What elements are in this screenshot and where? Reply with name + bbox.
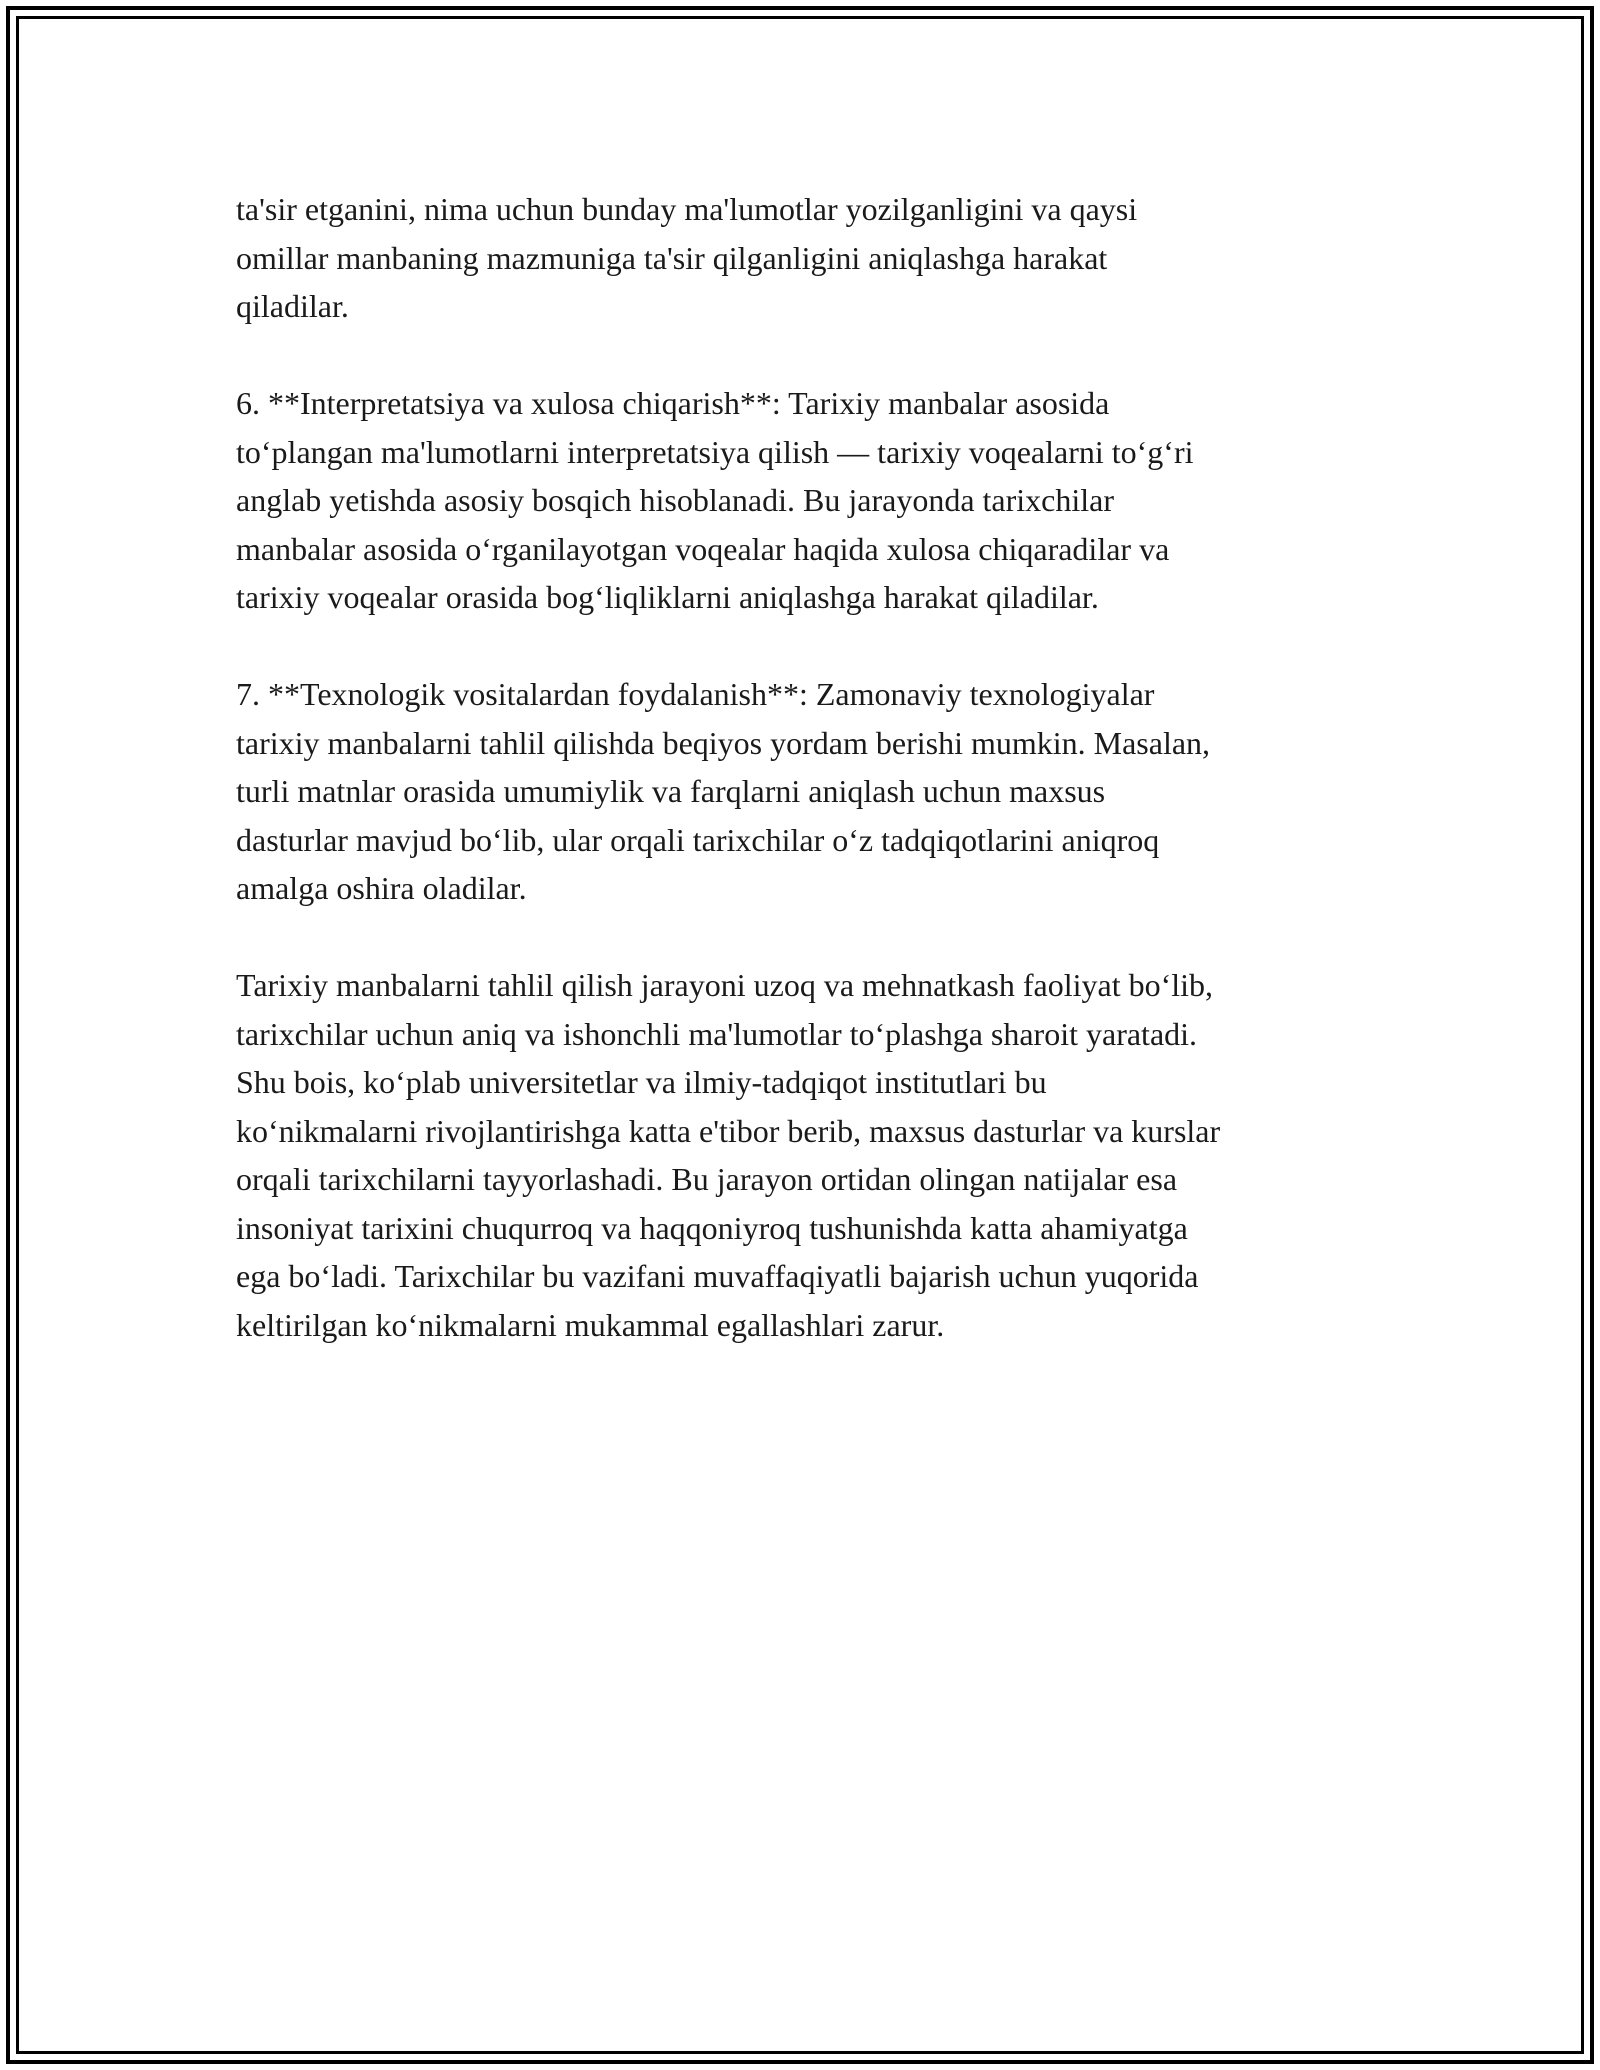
document-body (236, 185, 1386, 1398)
paragraph-item-7: 7. **Texnologik vositalardan foydalanish**: Zamonaviy texnologiyalar tarixiy manbalarni tahlil qilishda beqiyos yordam berishi mumkin. Masalan, turli matnlar orasida umumiylik va farqlarni aniqlash uchun maxsus dasturlar mavjud bo‘lib, ular orqali tarixchilar o‘z tadqiqotlarini aniqroq amalga oshira oladilar. (236, 676, 1211, 906)
paragraph-continuation: ta'sir etganini, nima uchun bunday ma'lumotlar yozilganligini va qaysi omillar manbaning mazmuniga ta'sir qilganligini aniqlashga harakat qiladilar. (236, 191, 1138, 324)
paragraph-item-6: 6. **Interpretatsiya va xulosa chiqarish**: Tarixiy manbalar asosida to‘plangan ma'lumotlarni interpretatsiya qilish — tarixiy voqealarni to‘g‘ri anglab yetishda asosiy bosqich hisoblanadi. Bu jarayonda tarixchilar manbalar asosida o‘rganilayotgan voqealar haqida xulosa chiqaradilar va tarixiy voqealar orasida bog‘liqliklarni aniqlashga harakat qiladilar. (236, 385, 1194, 615)
paragraph-conclusion: Tarixiy manbalarni tahlil qilish jarayoni uzoq va mehnatkash faoliyat bo‘lib, tarixchilar uchun aniq va ishonchli ma'lumotlar to‘plashga sharoit yaratadi. Shu bois, ko‘plab universitetlar va ilmiy-tadqiqot institutlari bu ko‘nikmalarni rivojlantirishga katta e'tibor berib, maxsus dasturlar va kurslar orqali tarixchilarni tayyorlashadi. Bu jarayon ortidan olingan natijalar esa insoniyat tarixini chuqurroq va haqqoniyroq tushunishda katta ahamiyatga ega bo‘ladi. Tarixchilar bu vazifani muvaffaqiyatli bajarish uchun yuqorida keltirilgan ko‘nikmalarni mukammal egallashlari zarur. (236, 967, 1221, 1343)
